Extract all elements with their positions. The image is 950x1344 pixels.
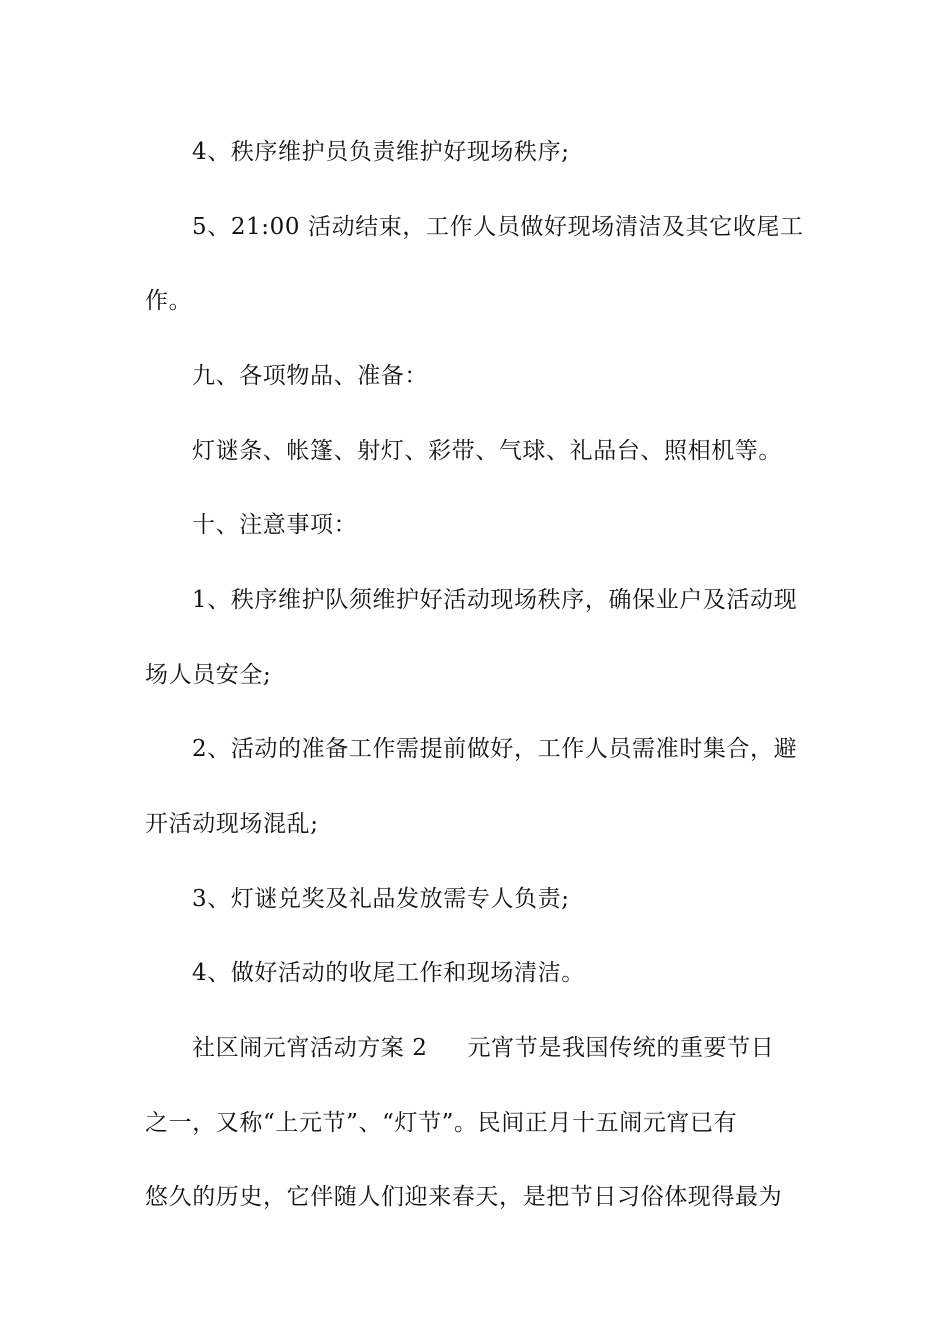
heading-line: 十、注意事项：: [192, 512, 358, 538]
section-first-line: 元宵节是我国传统的重要节日: [467, 1035, 775, 1061]
paragraph-line: 灯谜条、帐篷、射灯、彩带、气球、礼品台、照相机等。: [192, 438, 782, 464]
paragraph-line: 之一，又称“上元节”、“灯节”。民间正月十五闹元宵已有: [145, 1110, 738, 1136]
paragraph-line: 4、做好活动的收尾工作和现场清洁。: [192, 960, 585, 986]
paragraph-line: 5、21:00 活动结束，工作人员做好现场清洁及其它收尾工: [192, 214, 804, 240]
heading-line: 九、各项物品、准备：: [192, 363, 428, 389]
paragraph-line: 2、活动的准备工作需提前做好，工作人员需准时集合，避: [192, 736, 798, 762]
paragraph-line: 3、灯谜兑奖及礼品发放需专人负责;: [192, 886, 570, 912]
paragraph-line: 作。: [145, 288, 193, 314]
paragraph-line: 开活动现场混乱;: [145, 811, 319, 837]
paragraph-line: 4、秩序维护员负责维护好现场秩序;: [192, 139, 570, 165]
paragraph-line: 场人员安全;: [145, 662, 272, 688]
paragraph-line: 悠久的历史，它伴随人们迎来春天，是把节日习俗体现得最为: [145, 1184, 783, 1210]
section-title-line: [192, 1033, 810, 1063]
section-title: 社区闹元宵活动方案 2: [192, 1035, 428, 1061]
paragraph-line: 1、秩序维护队须维护好活动现场秩序，确保业户及活动现: [192, 587, 798, 613]
